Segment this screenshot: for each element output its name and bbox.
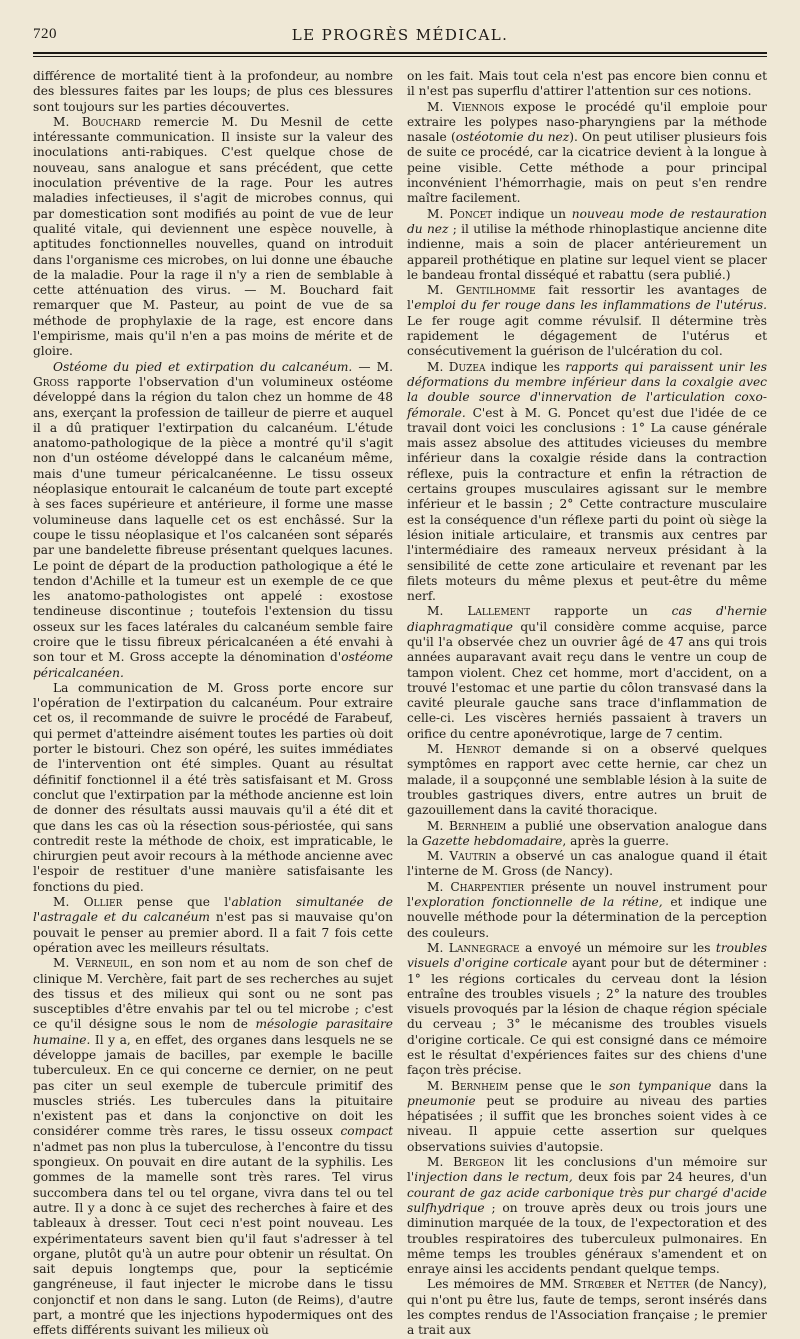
- text-run: Il y a, en effet, des organes dans lesquels ne se développe jamais de bacilles, par exemple le bacille tuberculeux. En ce qui concerne ce dernier, on ne peut pas citer un seul exemple de tubercule primitif des muscles striés. Les tubercules dans la pituitaire n'existent pas et dans la conjonctive on doit les considérer comme très rares, le tissu osseux: [33, 1032, 393, 1139]
- text-run: , en son nom et au nom de son chef de clinique M. Verchère, fait part de ses recherches au sujet des tissus et des milieux qui sont ou ne sont pas susceptibles d'être envahis par tel ou tel microbe ; c'est ce qu'il désigne sous le nom de: [33, 956, 393, 1032]
- text-run: M.: [427, 99, 453, 114]
- right-column: [407, 69, 767, 1339]
- text-run: M.: [427, 1155, 454, 1170]
- text-run: M.: [427, 879, 451, 894]
- paragraph: [33, 115, 393, 360]
- text-run: M.: [427, 604, 468, 619]
- italic-text: Gazette hebdomadaire: [422, 833, 563, 848]
- text-run: indique les: [485, 359, 566, 374]
- author-name: Bernheim: [451, 1078, 509, 1093]
- text-run: M.: [427, 940, 449, 955]
- text-run: , après la guerre.: [562, 833, 670, 848]
- paragraph: [33, 895, 393, 956]
- paragraph: [407, 69, 767, 100]
- text-run: lit les conclusions d'un mémoire sur l': [407, 1155, 767, 1185]
- text-run: indique un: [492, 206, 572, 221]
- text-run: n'admet pas non plus la tuberculose, à l'encontre du tissu spongieux. On pouvait en dire autant de la syphilis. Les gommes de la mamelle sont très rares. Tel virus succombera dans tel ou tel organe, vivra dans tel ou tel autre. Il y a donc à ce sujet des recherches à faire et des tableaux à dresser. Tout ceci n'est point nouveau. Les expérimentateurs savent bien qu'il faut s'adresser à tel organe, plutôt qu'à un autre pour obtenir un résultat. On sait depuis longtemps que, pour la septicémie gangréneuse, il faut injecter le microbe dans le tissu conjonctif et non dans le sang. Luton (de Reims), d'autre part, a montré que les injections hypodermiques ont des effets différents suivant les milieux où: [33, 1139, 393, 1338]
- text-run: M.: [427, 849, 450, 864]
- italic-text: ablation simultanée de l'astragale et du calcanéum: [33, 895, 393, 925]
- paragraph: [407, 1079, 767, 1155]
- paragraph: [33, 360, 393, 681]
- text-run: expose le procédé qu'il emploie pour extraire les polypes naso-pharyngiens par la méthode nasale (: [407, 99, 768, 145]
- italic-text: son tympanique: [609, 1078, 712, 1093]
- text-run: n'est pas si mauvaise qu'on pouvait le penser au premier abord. Il a fait 7 fois cette opération avec les meilleurs résultats.: [33, 910, 393, 955]
- paragraph: [407, 1277, 767, 1338]
- text-run: C'est à M. G. Poncet qu'est due l'idée de ce travail dont voici les conclusions : 1° La cause générale mais assez absolue des attitudes vicieuses du membre inférieur dans la coxalgie réside dans la contraction réflexe, puis la contracture et enfin la rétraction de certains groupes musculaires agissant sur le membre inférieur et le bassin ; 2° Cette contracture musculaire est la conséquence d'un réflexe parti du point où siège la lésion initiale articulaire, et transmis aux centres par l'intermédiaire des rameaux nerveux présidant à la sensibilité de cette zone articulaire et revenant par les filets moteurs du même plexus et peut-être du même nerf.: [407, 405, 767, 604]
- text-run: M.: [53, 956, 76, 971]
- author-name: Bernheim: [448, 818, 507, 833]
- italic-text: injection dans le rectum,: [414, 1170, 573, 1185]
- paragraph: [407, 742, 767, 818]
- italic-text: mésologie parasitaire humaine.: [33, 1017, 393, 1047]
- author-name: Netter: [646, 1277, 690, 1292]
- paragraph: [33, 956, 393, 1338]
- author-name: Verneuil: [75, 956, 130, 971]
- text-run: Les mémoires de MM.: [427, 1277, 574, 1292]
- text-run: différence de mortalité tient à la profondeur, au nombre des blessures faites par les loups; de plus ces blessures sont toujours sur les parties découvertes.: [33, 69, 393, 114]
- text-run: qu'il considère comme acquise, parce qu'il l'a observée chez un ouvrier âgé de 47 ans qui trois années auparavant avait reçu dans le ventre un coup de tampon violent. Chez cet homme, mort d'accident, on a trouvé l'estomac et une partie du côlon transvasé dans la cavité pleurale gauche sans trace d'inflammation de celle-ci. Les viscères herniés passaient à travers un orifice du centre aponévrotique, large de 7 centim.: [407, 619, 767, 741]
- paragraph: [407, 604, 767, 742]
- paragraph: [407, 207, 767, 283]
- italic-text: exploration fonctionnelle de la rétine,: [414, 895, 663, 910]
- italic-text: troubles visuels d'origine corticale: [407, 940, 767, 971]
- italic-text: ostéome péricalcanéen.: [33, 650, 393, 680]
- left-column: [33, 69, 393, 1339]
- italic-text: nouveau mode de restauration du nez: [407, 206, 767, 236]
- text-run: rapporte l'observation d'un volumineux ostéome développé dans la région du talon chez un homme de 48 ans, exerçant la profession de tailleur de pierre et auquel il a dû pratiquer l'extirpation du calcanéum. L'étude anatomo-pathologique de la pièce a montré qu'il s'agit non d'un ostéome développé dans le calcanéum même, mais d'une tumeur péricalcanéenne. Le tissu osseux néoplasique entourait le calcanéum de toute part excepté à ses faces supérieure et antérieure, il forme une masse volumineuse dans laquelle cet os est enchâssé. Sur la coupe le tissu néoplasique et l'os calcanéen sont séparés par une bandelette fibreuse présentant quelques lacunes. Le point de départ de la production pathologique a été le tendon d'Achille et la tumeur est un exemple de ce que les anatomo-pathologistes ont appelé : exostose tendineuse discontinue ; toutefois l'extension du tissu osseux sur les faces latérales du calcanéum semble faire croire que le tissu fibreux péricalcanéen a été envahi à son tour et M. Gross accepte la dénomination d': [33, 374, 393, 665]
- text-run: remercie M. Du Mesnil de cette intéressante communication. Il insiste sur la valeur des inoculations anti-rabiques. C'est quelque chose de nouveau, sans analogue et sans précédent, que cette inoculation préventive de la rage. Pour les autres maladies infectieuses, il s'agit de microbes connus, qui par domestication sont modifiés au point de vue de leur qualité vitale, qui deviennent une espèce nouvelle, à aptitudes fonctionnelles nouvelles, quand on introduit dans l'organisme ces microbes, on lui donne une ébauche de la maladie. Pour la rage il n'y a rien de semblable à cette atténuation des virus. — M. Bouchard fait remarquer que M. Pasteur, au point de vue de sa méthode de prophylaxie de la rage, est encore dans l'empirisme, mais qu'il n'en a pas moins de mérite et de gloire.: [33, 114, 393, 359]
- text-run: M.: [53, 895, 84, 910]
- text-run: on les fait. Mais tout cela n'est pas encore bien connu et il n'est pas superflu d'attirer l'attention sur ces notions.: [407, 69, 767, 99]
- author-name: Gross: [33, 374, 70, 389]
- text-run: ; on trouve après deux ou trois jours une diminution marquée de la toux, de l'expectoration et des troubles respiratoires des tuberculeux pulmonaires. En même temps les troubles généraux s'amendent et on enraye ainsi les accidents pendant quelque temps.: [407, 1200, 767, 1277]
- italic-text: courant de gaz acide carbonique très pur chargé d'acide sulfhydrique: [407, 1185, 767, 1215]
- text-run: présente un nouvel instrument pour l': [407, 879, 767, 910]
- italic-text: ostéotomie du nez: [455, 130, 570, 145]
- author-name: Poncet: [449, 206, 493, 221]
- italic-text: Ostéome du pied et extirpation du calcanéum.: [53, 359, 353, 374]
- text-run: a envoyé un mémoire sur les: [519, 940, 716, 955]
- text-run: deux fois par 24 heures, d'un: [572, 1170, 768, 1185]
- text-run: dans la: [711, 1078, 767, 1093]
- text-run: a observé un cas analogue quand il était l'interne de M. Gross (de Nancy).: [407, 849, 767, 879]
- author-name: Lannegrace: [448, 940, 520, 955]
- text-run: M.: [427, 206, 450, 221]
- text-run: a publié une observation analogue dans la: [407, 818, 767, 848]
- text-run: demande si on a observé quelques symptômes en rapport avec cette hernie, car chez un malade, il a soupçonné une semblable lésion à la suite de troubles gastriques divers, entre autres un bruit de gazouillement dans la cavité thoracique.: [407, 742, 767, 818]
- header-rule: [33, 52, 767, 54]
- paragraph: [407, 849, 767, 880]
- author-name: Duzea: [448, 359, 486, 374]
- paragraph: [407, 880, 767, 941]
- text-run: ). On peut utiliser plusieurs fois de suite ce procédé, car la cicatrice devient à la longue à peine visible. Cette méthode a pour principal inconvénient l'hémorrhagie, mais on peut s'en rendre maître facilement.: [407, 130, 767, 206]
- author-name: Bouchard: [81, 114, 141, 129]
- author-name: Viennois: [452, 99, 505, 114]
- author-name: Bergeon: [453, 1155, 505, 1170]
- text-run: — M.: [352, 359, 393, 374]
- italic-text: emploi du fer rouge dans les inflammations de l'utérus.: [414, 298, 767, 313]
- author-name: Henrot: [455, 742, 501, 757]
- text-run: ayant pour but de déterminer : 1° les régions corticales du cerveau dont la lésion entraîne des troubles visuels ; 2° la nature des troubles visuels provoqués par la lésion de chaque région spéciale du cerveau ; 3° le mécanisme des troubles visuels d'origine corticale. Ce qui est consigné dans ce mémoire est le résultat d'expériences faites sur des chiens d'une façon très précise.: [407, 956, 768, 1078]
- author-name: Charpentier: [450, 879, 525, 894]
- paragraph: [407, 819, 767, 850]
- text-run: rapporte un: [530, 604, 672, 619]
- text-run: M.: [427, 742, 456, 757]
- paragraph: [407, 360, 767, 605]
- text-run: peut se produire au niveau des parties hépatisées ; il suffit que les bronches soient vides à ce niveau. Il appuie cette assertion sur quelques observations suivies d'autopsie.: [407, 1093, 767, 1154]
- page-number: 720: [33, 26, 57, 42]
- header-rule-thin: [33, 56, 767, 57]
- paragraph: [407, 1155, 767, 1277]
- journal-title: LE PROGRÈS MÉDICAL.: [291, 26, 509, 44]
- text-run: et: [624, 1277, 647, 1292]
- paragraph: [407, 100, 767, 207]
- text-run: M.: [53, 114, 82, 129]
- paragraph: [33, 681, 393, 895]
- italic-text: cas d'hernie diaphragmatique: [407, 604, 767, 634]
- italic-text: compact: [340, 1124, 393, 1139]
- text-run: (de Nancy), qui n'ont pu être lus, faute de temps, seront insérés dans les comptes rendus de l'Association française ; le premier a trait aux: [407, 1277, 767, 1338]
- author-name: Lallement: [467, 604, 531, 619]
- author-name: Vautrin: [449, 849, 497, 864]
- text-columns: [33, 69, 767, 1339]
- text-run: M.: [427, 359, 449, 374]
- paragraph: [407, 941, 767, 1079]
- text-run: M.: [427, 283, 456, 298]
- italic-text: rapports qui paraissent unir les déformations du membre inférieur dans la coxalgie avec la double source d'innervation de l'articulation coxo-fémorale.: [407, 359, 767, 420]
- author-name: Gentilhomme: [455, 283, 536, 298]
- paragraph: [407, 283, 767, 359]
- text-run: pense que l': [122, 895, 232, 910]
- text-run: ; il utilise la méthode rhinoplastique ancienne dite indienne, mais a soin de placer antérieurement un appareil prothétique en platine sur lequel vient se placer le bandeau frontal disséqué et rabattu (sera publié.): [407, 221, 768, 282]
- text-run: fait ressortir les avantages de l': [407, 283, 767, 313]
- text-run: M.: [427, 1078, 451, 1093]
- text-run: et indique une nouvelle méthode pour la détermination de la perception des couleurs.: [407, 895, 767, 940]
- author-name: Strœber: [573, 1277, 625, 1292]
- text-run: La communication de M. Gross porte encore sur l'opération de l'extirpation du calcanéum. Pour extraire cet os, il recommande de suivre le procédé de Farabeuf, qui permet d'atteindre aisément toutes les parties où doit porter le bistouri. Chez son opéré, les suites immédiates de l'intervention ont été simples. Quant au résultat définitif fonctionnel il a été très satisfaisant et M. Gross conclut que l'extirpation par la méthode ancienne est loin de donner des résultats aussi mauvais qu'il a été dit et que dans les cas où la résection sous-périostée, qui sans contredit reste la méthode de choix, est impraticable, le chirurgien peut avoir recours à la méthode ancienne avec l'espoir de restituer d'une manière satisfaisante les fonctions du pied.: [33, 680, 393, 894]
- italic-text: pneumonie: [407, 1093, 476, 1108]
- paragraph: [33, 69, 393, 115]
- text-run: pense que le: [508, 1078, 610, 1093]
- text-run: M.: [427, 818, 449, 833]
- author-name: Ollier: [83, 895, 123, 910]
- text-run: Le fer rouge agit comme révulsif. Il détermine très rapidement le dégagement de l'utérus et consécutivement la guérison de l'ulcération du col.: [407, 313, 767, 359]
